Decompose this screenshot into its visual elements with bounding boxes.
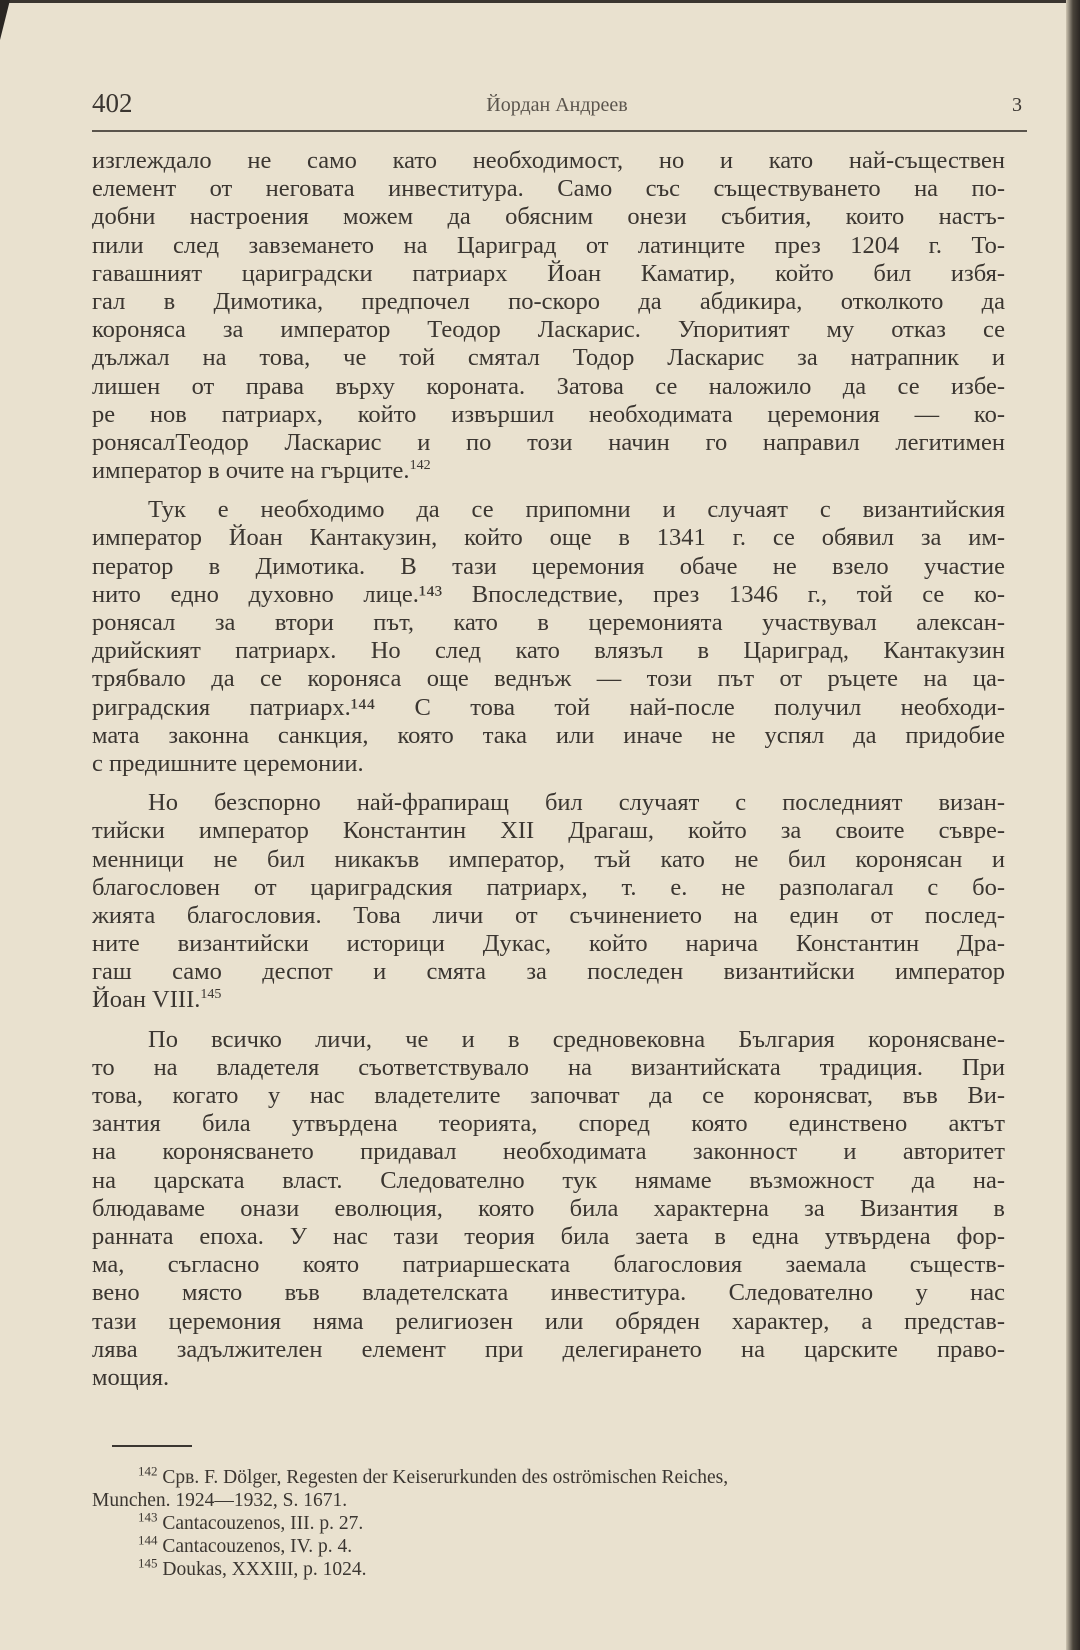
paragraph <box>92 1026 1005 1392</box>
text-line <box>92 1251 1005 1279</box>
footnote-number: 142 <box>138 1463 158 1479</box>
footnote-text: Cantacouzenos, III. p. 27. <box>162 1513 364 1534</box>
scan-corner-shadow <box>0 0 10 40</box>
line-text: император в очите на гърците. <box>92 457 410 485</box>
text-line <box>92 288 1005 316</box>
footnote <box>92 1463 1005 1489</box>
line-text: ма, съгласно която патриаршеската благословия заемала съществ- <box>92 1251 1005 1279</box>
line-text: зантия била утвърдена теорията, според която единствено актът <box>92 1110 1005 1138</box>
text-line <box>92 1308 1005 1336</box>
text-line <box>92 260 1005 288</box>
book-spine-edge <box>1066 0 1080 1650</box>
line-text: Йоан VIII. <box>92 986 201 1014</box>
text-line <box>92 496 1005 524</box>
line-text: добни настроения можем да обясним онези събития, които настъ- <box>92 203 1005 231</box>
line-text: император Йоан Кантакузин, който още в 1341 г. се обявил за им- <box>92 524 1005 552</box>
text-line <box>92 1082 1005 1110</box>
footnote-text: Doukas, XXXIII, p. 1024. <box>162 1559 367 1580</box>
line-text: гаш само деспот и смята за последен византийски император <box>92 958 1005 986</box>
footnotes <box>92 1463 1005 1581</box>
header-rule <box>92 130 1027 132</box>
text-line <box>92 1054 1005 1082</box>
text-line <box>92 1138 1005 1166</box>
line-text: тийски император Константин XII Драгаш, който за своите съвре- <box>92 817 1005 845</box>
line-text: елемент от неговата инвеститура. Само със съществуването на по- <box>92 175 1005 203</box>
line-text: ронясалТеодор Ласкарис и по този начин го направил легитимен <box>92 428 1005 456</box>
line-text: трябвало да се короняса още веднъж — този път от ръцете на ца- <box>92 665 1005 693</box>
line-text: гал в Димотика, предпочел по-скоро да абдикира, отколкото да <box>92 287 1005 315</box>
line-text: с предишните церемонии. <box>92 749 364 777</box>
text-line <box>92 457 1005 485</box>
text-line <box>92 1026 1005 1054</box>
text-line <box>92 665 1005 693</box>
text-line <box>92 846 1005 874</box>
text-line <box>92 373 1005 401</box>
text-line <box>92 581 1005 609</box>
text-line <box>92 232 1005 260</box>
line-text: ронясал за втори път, като в церемонията участвувал алексан- <box>92 609 1005 636</box>
line-text: лишен от права върху короната. Затова се наложило да се избе- <box>92 372 1005 400</box>
text-line <box>92 344 1005 372</box>
line-text: ранната епоха. У нас тази теория била заета в една утвърдена фор- <box>92 1222 1005 1250</box>
text-line <box>92 930 1005 958</box>
line-text: жията благословия. Това личи от съчинението на един от послед- <box>92 901 1005 929</box>
page-number: 402 <box>92 88 133 118</box>
footnote-number: 143 <box>138 1509 158 1525</box>
line-text: дрийският патриарх. Но след като влязъл в Цариград, Кантакузин <box>92 637 1005 665</box>
text-line <box>92 401 1005 429</box>
footnote-ref: 145 <box>200 987 222 1003</box>
line-text: нито едно духовно лице.¹⁴³ Впоследствие, през 1346 г., той се ко- <box>92 580 1005 608</box>
footnote-ref: 142 <box>409 457 431 473</box>
text-line <box>92 609 1005 637</box>
running-head-author: Йордан Андреев <box>486 94 628 116</box>
line-text: ператор в Димотика. В тази церемония обаче не взело участие <box>92 552 1005 580</box>
line-text: на царската власт. Следователно тук нямаме възможност да на- <box>92 1166 1005 1194</box>
text-line <box>92 1364 1005 1392</box>
footnote-rule <box>112 1445 192 1447</box>
text-line <box>92 147 1005 175</box>
line-text: Но безспорно най-фрапиращ бил случаят с последният визан- <box>148 789 1005 817</box>
line-text: короняса за император Теодор Ласкарис. Упоритият му отказ се <box>92 316 1005 344</box>
running-header <box>92 88 1022 128</box>
margin-note-partial: 3 <box>1012 94 1022 116</box>
footnote <box>92 1532 1005 1558</box>
text-line <box>92 986 1005 1014</box>
text-line <box>92 203 1005 231</box>
footnote-text: Срв. F. Dölger, Regesten der Keiserurkunden des oströmischen Reiches, <box>162 1467 729 1488</box>
footnote <box>92 1555 1005 1581</box>
footnote-number: 145 <box>138 1555 158 1571</box>
text-line <box>92 722 1005 750</box>
line-text: менници не бил никакъв император, тъй като не бил коронясан и <box>92 845 1005 873</box>
text-line <box>92 817 1005 845</box>
line-text: на коронясването придавал необходимата законност и авторитет <box>92 1138 1005 1166</box>
line-text: ните византийски историци Дукас, който нарича Константин Дра- <box>92 930 1005 958</box>
line-text: риградския патриарх.¹⁴⁴ С това той най-после получил необходи- <box>92 693 1005 721</box>
text-line <box>92 874 1005 902</box>
line-text: това, когато у нас владетелите започват да се коронясват, във Ви- <box>92 1082 1005 1109</box>
text-line <box>92 553 1005 581</box>
page-edge-top <box>0 0 1080 3</box>
line-text: благословен от цариградския патриарх, т. е. не разполагал с бо- <box>92 873 1005 901</box>
text-line <box>92 175 1005 203</box>
paragraph <box>92 496 1005 778</box>
footnote-continuation: Munchen. 1924—1932, S. 1671. <box>92 1490 348 1511</box>
line-text: изглеждало не само като необходимост, но и като най-съществен <box>92 147 1005 174</box>
text-line <box>92 524 1005 552</box>
footnote-number: 144 <box>138 1532 158 1548</box>
paragraph <box>92 147 1005 485</box>
line-text: вено място във владетелската инвеститура. Следователно у нас <box>92 1279 1005 1307</box>
line-text: мощия. <box>92 1363 170 1391</box>
line-text: то на владетеля съответствувало на византийската традиция. При <box>92 1053 1005 1081</box>
text-line <box>92 750 1005 778</box>
text-line <box>92 637 1005 665</box>
line-text: блюдаваме онази еволюция, която била характерна за Византия в <box>92 1194 1005 1222</box>
line-text: По всичко личи, че и в средновековна България коронясване- <box>148 1025 1005 1053</box>
text-line <box>92 958 1005 986</box>
text-line <box>92 1167 1005 1195</box>
text-line <box>92 902 1005 930</box>
text-line <box>92 1110 1005 1138</box>
text-line <box>92 429 1005 457</box>
body-text <box>92 147 1005 1392</box>
line-text: гавашният цариградски патриарх Йоан Каматир, който бил избя- <box>92 259 1005 287</box>
line-text: пили след завземането на Цариград от латинците през 1204 г. То- <box>92 231 1005 259</box>
line-text: лява задължителен елемент при делегирането на царските право- <box>92 1335 1005 1363</box>
text-line <box>92 316 1005 344</box>
text-line <box>92 1336 1005 1364</box>
line-text: мата законна санкция, която така или иначе не успял да придобие <box>92 721 1005 749</box>
paragraph <box>92 789 1005 1015</box>
line-text: Тук е необходимо да се припомни и случаят с византийския <box>148 496 1005 524</box>
line-text: тази церемония няма религиозен или обряден характер, а представ- <box>92 1307 1005 1335</box>
text-line <box>92 1195 1005 1223</box>
footnote-text: Cantacouzenos, IV. p. 4. <box>162 1536 353 1557</box>
text-line <box>92 694 1005 722</box>
text-line <box>92 1223 1005 1251</box>
line-text: ре нов патриарх, който извършил необходимата церемония — ко- <box>92 400 1005 428</box>
line-text: дължал на това, че той смятал Тодор Ласкарис за натрапник и <box>92 344 1005 372</box>
text-line <box>92 789 1005 817</box>
footnote <box>92 1509 1005 1535</box>
text-line <box>92 1279 1005 1307</box>
